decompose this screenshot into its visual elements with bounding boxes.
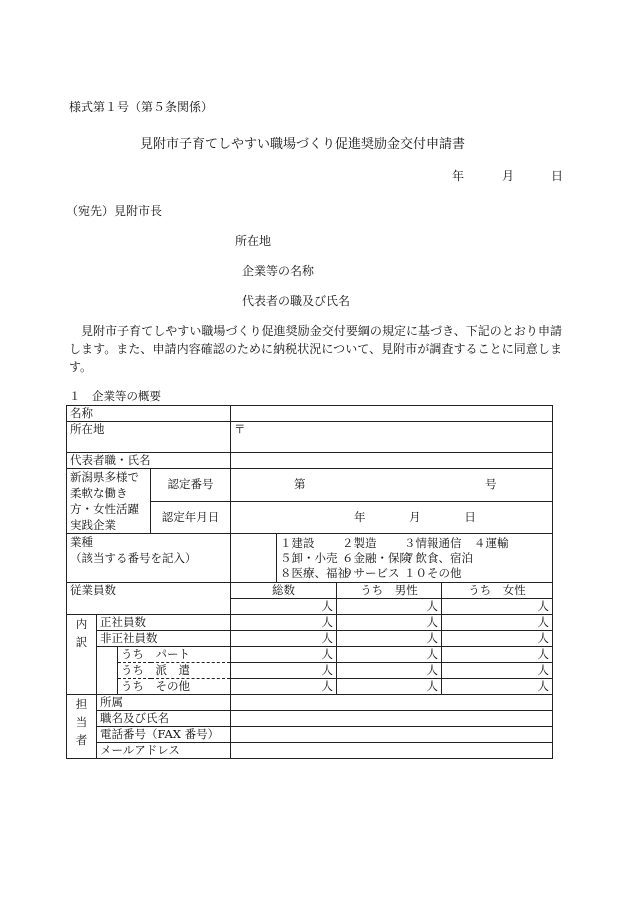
- postal-mark: 〒: [234, 422, 246, 436]
- industry-option: ２製造: [342, 535, 377, 550]
- nonregular-label: 非正社員数: [97, 631, 231, 647]
- cert-date-month: 月: [409, 509, 421, 524]
- industry-label-cell: [67, 534, 231, 583]
- industry-note: （該当する番号を記入）: [70, 551, 197, 565]
- name-field[interactable]: [231, 406, 553, 422]
- cert-number-suffix: 号: [485, 477, 497, 492]
- regular-total-field[interactable]: 人: [231, 615, 337, 631]
- contact-person-label: 担当者: [67, 695, 97, 759]
- position-name-label: 職名及び氏名: [97, 711, 231, 727]
- other-label: うち その他: [118, 679, 231, 695]
- email-label: メールアドレス: [97, 743, 231, 759]
- cert-number-prefix: 第: [294, 477, 306, 492]
- date-day-label: 日: [551, 169, 564, 183]
- regular-male-field[interactable]: 人: [337, 615, 442, 631]
- male-header: うち 男性: [337, 583, 442, 599]
- dispatch-female-field[interactable]: 人: [442, 663, 553, 679]
- email-field[interactable]: [231, 743, 553, 759]
- industry-option: ４運輸: [474, 535, 509, 550]
- male-count-field[interactable]: 人: [337, 599, 442, 615]
- form-number: 様式第１号（第５条関係）: [69, 100, 214, 114]
- applicant-company-label: 企業等の名称: [242, 264, 315, 278]
- industry-number-field[interactable]: [231, 534, 277, 583]
- part-male-field[interactable]: 人: [337, 647, 442, 663]
- phone-label: 電話番号（FAX 番号）: [97, 727, 231, 743]
- dispatch-male-field[interactable]: 人: [337, 663, 442, 679]
- industry-option: １０その他: [404, 565, 462, 580]
- body-paragraph: 見附市子育てしやすい職場づくり促進奨励金交付要綱の規定に基づき、下記のとおり申請します。また、申請内容確認のために納税状況について、見附市が調査することに同意します。: [69, 324, 562, 374]
- address-field[interactable]: [231, 422, 553, 453]
- nonregular-indent: [97, 647, 118, 695]
- address-label: 所在地: [67, 422, 231, 453]
- representative-field[interactable]: [231, 453, 553, 469]
- cert-date-year: 年: [354, 509, 366, 524]
- department-label: 所属: [97, 695, 231, 711]
- industry-option: １建設: [280, 535, 315, 550]
- industry-option: ３情報通信: [404, 535, 462, 550]
- department-field[interactable]: [231, 695, 553, 711]
- total-count-field[interactable]: 人: [231, 599, 337, 615]
- nonregular-female-field[interactable]: 人: [442, 631, 553, 647]
- addressee: （宛先）見附市長: [66, 204, 163, 218]
- section-heading: １ 企業等の概要: [69, 389, 161, 403]
- female-header: うち 女性: [442, 583, 553, 599]
- cert-date-field[interactable]: [231, 501, 553, 534]
- part-total-field[interactable]: 人: [231, 647, 337, 663]
- industry-option: ８医療、福祉: [280, 565, 349, 580]
- industry-option: ９サービス: [342, 565, 400, 580]
- other-total-field[interactable]: 人: [231, 679, 337, 695]
- company-overview-table: [66, 405, 553, 759]
- industry-options: [277, 534, 553, 583]
- total-header: 総数: [231, 583, 337, 599]
- nonregular-male-field[interactable]: 人: [337, 631, 442, 647]
- name-label: 名称: [67, 406, 231, 422]
- industry-option: ５卸・小売: [280, 550, 338, 565]
- applicant-representative-label: 代表者の職及び氏名: [242, 294, 351, 308]
- representative-label: 代表者職・氏名: [67, 453, 231, 469]
- cert-number-field[interactable]: [231, 469, 553, 502]
- cert-number-label: 認定番号: [151, 469, 231, 502]
- cert-date-label: 認定年月日: [151, 501, 231, 534]
- industry-option: ７飲食、宿泊: [404, 550, 473, 565]
- date-year-label: 年: [452, 169, 465, 183]
- dispatch-label: うち 派 遣: [118, 663, 231, 679]
- regular-label: 正社員数: [97, 615, 231, 631]
- dispatch-total-field[interactable]: 人: [231, 663, 337, 679]
- other-male-field[interactable]: 人: [337, 679, 442, 695]
- nonregular-total-field[interactable]: 人: [231, 631, 337, 647]
- phone-field[interactable]: [231, 727, 553, 743]
- regular-female-field[interactable]: 人: [442, 615, 553, 631]
- female-count-field[interactable]: 人: [442, 599, 553, 615]
- part-female-field[interactable]: 人: [442, 647, 553, 663]
- niigata-certified-label: 新潟県多様で柔軟な働き方・女性活躍実践企業: [67, 469, 151, 534]
- employees-label: 従業員数: [67, 583, 231, 615]
- position-name-field[interactable]: [231, 711, 553, 727]
- applicant-address-label: 所在地: [235, 234, 272, 248]
- part-label: うち パート: [118, 647, 231, 663]
- other-female-field[interactable]: 人: [442, 679, 553, 695]
- industry-option: ６金融・保険: [342, 550, 411, 565]
- page-title: 見附市子育てしやすい職場づくり促進奨励金交付申請書: [140, 137, 466, 152]
- breakdown-label: 内訳: [67, 615, 97, 695]
- date-month-label: 月: [502, 169, 515, 183]
- cert-date-day: 日: [464, 509, 476, 524]
- industry-label: 業種: [70, 535, 93, 549]
